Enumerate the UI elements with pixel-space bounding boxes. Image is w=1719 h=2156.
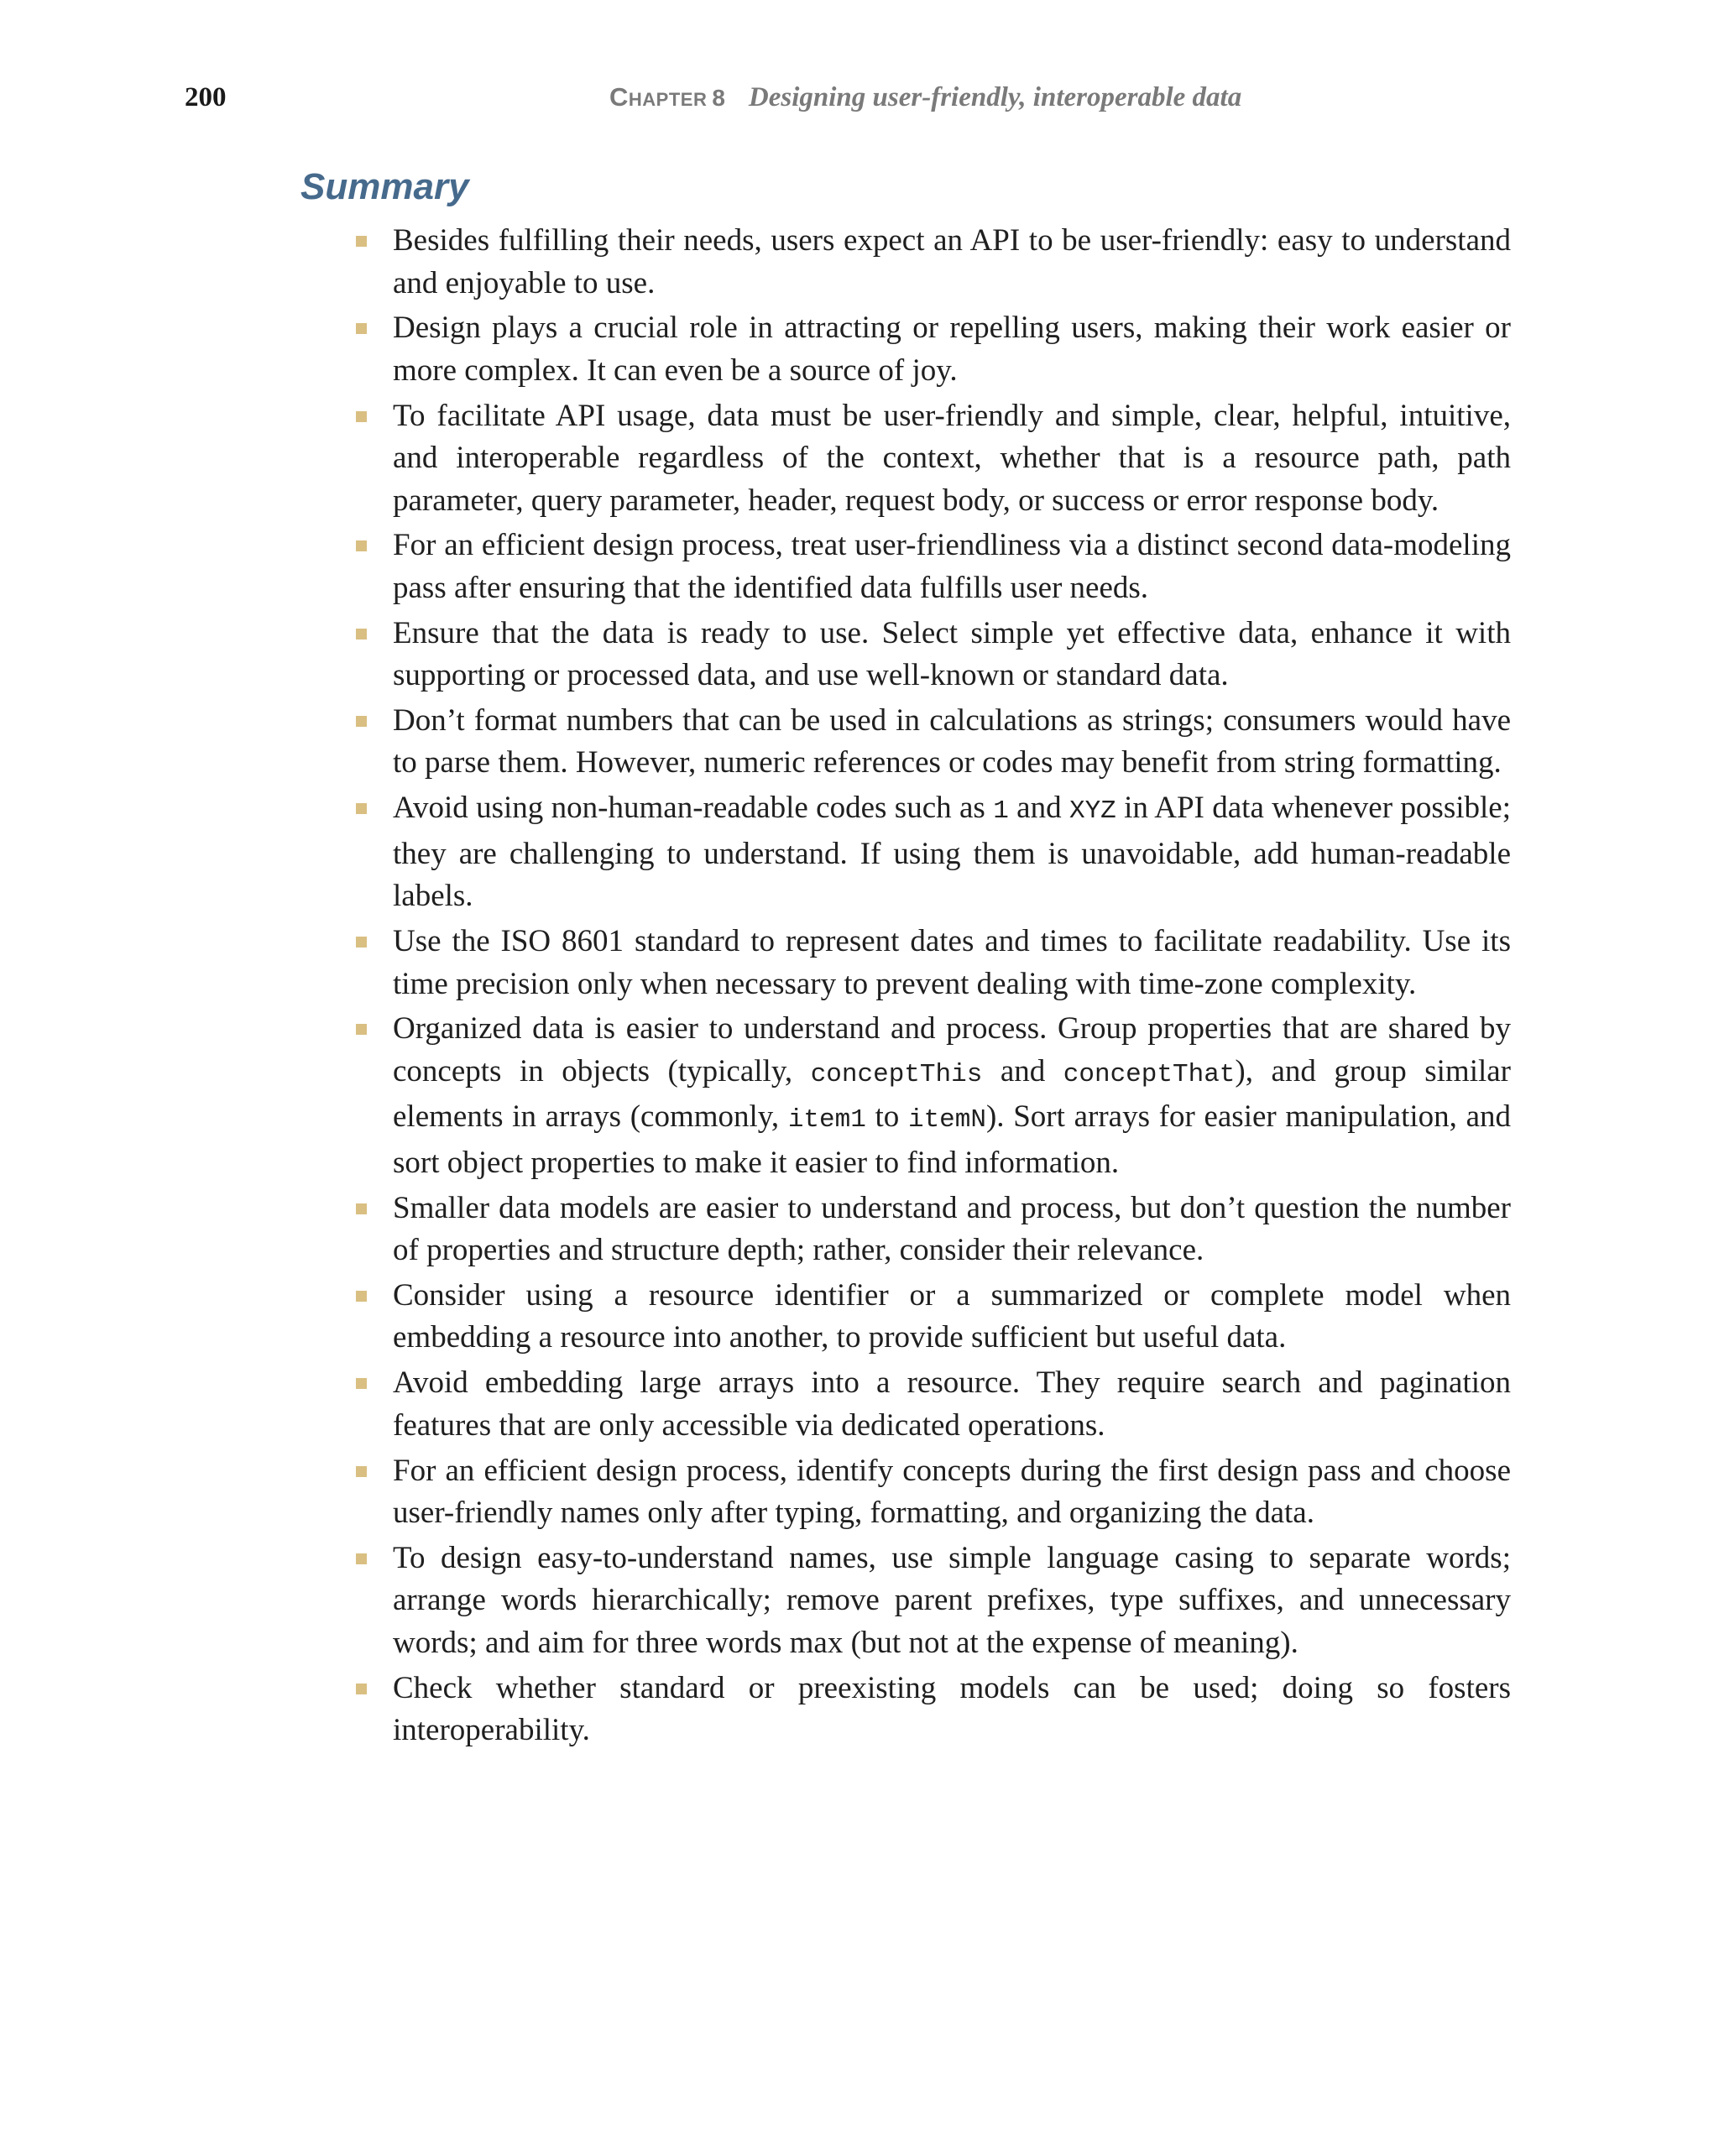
square-bullet-icon	[356, 937, 367, 947]
summary-item-text: Smaller data models are easier to understand and process, but don’t question the number of properties and structure depth; rather, consider their relevance.	[393, 1190, 1511, 1268]
summary-item-text: Design plays a crucial role in attracting or repelling users, making their work easier or more complex. It can even be a source of joy.	[393, 311, 1511, 388]
square-bullet-icon	[356, 803, 367, 814]
summary-item	[393, 1362, 1511, 1447]
section-heading: Summary	[300, 166, 469, 207]
summary-item-text: Check whether standard or preexisting models can be used; doing so fosters interoperability.	[393, 1670, 1511, 1748]
chapter-title: Designing user-friendly, interoperable data	[748, 82, 1242, 112]
summary-item	[393, 613, 1511, 697]
inline-code: conceptThat	[1063, 1059, 1236, 1089]
summary-item	[393, 1188, 1511, 1272]
summary-item-text: To design easy-to-understand names, use simple language casing to separate words; arrange words hierarchically; remove parent prefixes, type suffixes, and unnecessary words; and aim for three words max (but not at the expense of meaning).	[393, 1540, 1511, 1660]
square-bullet-icon	[356, 1684, 367, 1694]
inline-code: itemN	[907, 1105, 986, 1135]
square-bullet-icon	[356, 236, 367, 247]
square-bullet-icon	[356, 1378, 367, 1389]
text-run: and	[982, 1053, 1063, 1088]
square-bullet-icon	[356, 1466, 367, 1477]
inline-code: 1	[993, 796, 1009, 827]
page-number: 200	[185, 82, 227, 112]
text-run: in API data whenever possible; they are challenging to understand. If using them is unavoidable, add human-readable labels.	[393, 791, 1511, 914]
chapter-number: 8	[712, 85, 725, 111]
summary-item	[393, 1008, 1511, 1184]
summary-item	[393, 1275, 1511, 1360]
summary-item-text	[393, 1011, 1511, 1180]
running-head	[609, 82, 1241, 113]
inline-code: XYZ	[1068, 796, 1116, 827]
summary-item	[393, 220, 1511, 305]
summary-item-text: Don’t format numbers that can be used in calculations as strings; consumers would have to parse them. However, numeric references or codes may benefit from string formatting.	[393, 702, 1511, 780]
summary-item	[393, 700, 1511, 785]
summary-item	[393, 1537, 1511, 1665]
summary-item-text: Ensure that the data is ready to use. Select simple yet effective data, enhance it with supporting or processed data, and use well-known or standard data.	[393, 615, 1511, 693]
square-bullet-icon	[356, 1203, 367, 1214]
text-run: and	[1008, 791, 1069, 826]
summary-item	[393, 787, 1511, 918]
summary-item-text: Besides fulfilling their needs, users expect an API to be user-friendly: easy to understand and enjoyable to use.	[393, 223, 1511, 300]
chapter-label: Chapter	[609, 82, 708, 112]
summary-item-text: To facilitate API usage, data must be user-friendly and simple, clear, helpful, intuitive, and interoperable regardless of the context, whether that is a resource path, path parameter, query parameter, header, request body, or success or error response body.	[393, 398, 1511, 518]
inline-code: item1	[787, 1105, 866, 1135]
summary-item	[393, 921, 1511, 1005]
text-run: ), and group similar elements in arrays (commonly,	[393, 1053, 1511, 1135]
square-bullet-icon	[356, 1553, 367, 1564]
text-run: ). Sort arrays for easier manipulation, and sort object properties to make it easier to find information.	[393, 1099, 1512, 1180]
square-bullet-icon	[356, 540, 367, 551]
square-bullet-icon	[356, 323, 367, 334]
summary-item-text: Consider using a resource identifier or a summarized or complete model when embedding a resource into another, to provide sufficient but useful data.	[393, 1277, 1511, 1355]
summary-item-text: Use the ISO 8601 standard to represent dates and times to facilitate readability. Use its time precision only when necessary to prevent dealing with time-zone complexity.	[393, 924, 1511, 1001]
text-run: Avoid using non-human-readable codes such as	[393, 791, 994, 826]
summary-item-text: Avoid embedding large arrays into a resource. They require search and pagination features that are only accessible via dedicated operations.	[393, 1365, 1511, 1443]
summary-item-text: For an efficient design process, treat user-friendliness via a distinct second data-modeling pass after ensuring that the identified data fulfills user needs.	[393, 528, 1511, 605]
square-bullet-icon	[356, 629, 367, 639]
square-bullet-icon	[356, 411, 367, 422]
text-run: Organized data is easier to understand and process. Group properties that are shared by concepts in objects (typically,	[393, 1011, 1511, 1088]
summary-item	[393, 307, 1511, 392]
square-bullet-icon	[356, 1024, 367, 1035]
summary-item	[393, 395, 1511, 523]
summary-item-text	[393, 791, 1511, 913]
summary-item	[393, 1668, 1511, 1752]
summary-list	[393, 220, 1511, 1755]
summary-item	[393, 525, 1511, 609]
summary-item-text: For an efficient design process, identify concepts during the first design pass and choose user-friendly names only after typing, formatting, and organizing the data.	[393, 1453, 1511, 1531]
summary-item	[393, 1450, 1511, 1535]
inline-code: conceptThis	[810, 1059, 983, 1089]
square-bullet-icon	[356, 1291, 367, 1302]
square-bullet-icon	[356, 716, 367, 727]
text-run: to	[865, 1099, 908, 1135]
